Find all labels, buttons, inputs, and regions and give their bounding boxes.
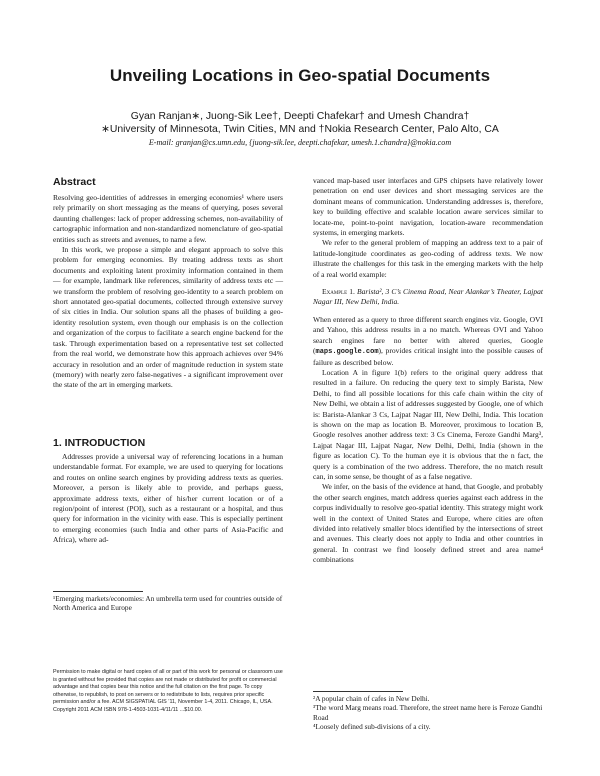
abstract-paragraph: Resolving geo-identities of addresses in emerging economies¹ where users rely primarily on short messaging as the means of querying, poses several daunting challenges: lack of proper addressing schemes, non-availability of cartographic information and non-standardized nomenclature of geo-spatial entities such as streets and avenues, to name a few.	[53, 193, 283, 244]
introduction-body	[53, 452, 283, 546]
body-paragraph: We infer, on the basis of the evidence at hand, that Google, and probably the other search engines, match address queries against each address in the corpus individually to resolve geo-spatial identity. This strategy might work well in the context of United States and Europe, where cities are often divided into relatively smaller blocs identified by the intersections of street and avenues. This clearly does not apply to India and other countries in general. In contrast we find loosely defined street and area name⁴ combinations	[313, 482, 543, 565]
google-maps-link: maps.google.com	[315, 348, 379, 357]
author-names: Gyan Ranjan∗, Juong-Sik Lee†, Deepti Chafekar† and Umesh Chandra†	[130, 111, 470, 122]
body-paragraph: We refer to the general problem of mapping an address text to a pair of latitude-longitude coordinates as geo-coding of address texts. We now illustrate the challenges for this task in the emerging markets with the help of a real world example:	[313, 238, 543, 279]
author-block	[0, 110, 600, 136]
footnote-item: ³The word Marg means road. Therefore, the street name here is Feroze Gandhi Road	[313, 703, 543, 722]
introduction-paragraph: Addresses provide a universal way of referencing locations in a human understandable format. For example, we are used to querying for locations and routes on online search engines by providing address texts as queries. Moreover, a person is likely able to provide, and perhaps guess, approximate address texts, either of his/her current location or of a region/point of interest (POI), such as a restaurant or a hospital, and thus query for information in the vicinity with ease. This is especially pertinent to emerging economies (such India and other parts of Asia-Pacific and Africa), where ad-	[53, 452, 283, 545]
example-paragraph	[313, 287, 543, 308]
footnote-emerging-markets: ¹Emerging markets/economies: An umbrella term used for countries outside of North America and Europe	[53, 594, 283, 613]
abstract-body	[53, 193, 283, 391]
footnote-divider	[313, 691, 403, 692]
footnote-item: ⁴Loosely defined sub-divisions of a city.	[313, 722, 431, 732]
body-paragraph: vanced map-based user interfaces and GPS chipsets have relatively lower penetration on end user devices and short messaging services are the dominant means of communication. Understanding addresses is, therefore, key to building effective and scalable location aware services similar to locate-me, point-to-point navigation, location-aware recommendation systems, in emerging markets.	[313, 176, 543, 238]
introduction-heading: 1. INTRODUCTION	[53, 437, 146, 449]
example-text: Barista², 3 C’s Cinema Road, Near Alankar’s Theater, Lajpat Nagar III, New Delhi, India.	[313, 287, 544, 307]
body-text: When entered as a query to three different search engines viz. Google, OVI and Yahoo, this address results in a no match. Whereas OVI and Yahoo search engines fare no better with altered queries, Google (	[313, 314, 543, 356]
body-paragraph: Location A in figure 1(b) refers to the original query address that resulted in a failure. On reducing the query text to simply Barista, New Delhi, to find all possible locations for this cafe chain within the city of New Delhi, we obtain a list of addresses suggested by Google, one of which is: Barista-Alankar 3 Cs, Lajpat Nagar III, New Delhi, India. This location is shown on the map as location B. Moreover, proximous to location B, Google resolves another address text: 3 Cs Cinema, Feroze Gandhi Marg³, Lajpat Nagar III, Lajpat Nagar, New Delhi, Delhi, India (shown in the figure as location C). To the human eye it is obvious that the n fact, the query is a combination of the two address. Therefore, the no match result can, in some sense, be thought of as a false negative.	[313, 367, 543, 481]
example-label: Example 1.	[322, 287, 355, 297]
paper-title: Unveiling Locations in Geo-spatial Documents	[109, 66, 491, 85]
footnote-item: ²A popular chain of cafes in New Delhi.	[313, 694, 430, 703]
body-paragraph	[313, 315, 543, 368]
right-column-body	[313, 176, 543, 566]
author-emails: E-mail: granjan@cs.umn.edu, {juong-sik.lee, deepti.chafekar, umesh.1.chandra}@nokia.com	[148, 138, 452, 147]
author-affiliations: ∗University of Minnesota, Twin Cities, MN and †Nokia Research Center, Palo Alto, CA	[101, 124, 499, 135]
footnotes-right	[313, 694, 543, 732]
footnote-divider	[53, 591, 143, 592]
body-text: ), provides critical insight into the possible causes of failure as described below.	[313, 346, 543, 367]
abstract-heading: Abstract	[53, 176, 96, 188]
permission-notice: Permission to make digital or hard copies of all or part of this work for personal or classroom use is granted without fee provided that copies are not made or distributed for profit or commercial advantage and that copies bear this notice and the full citation on the first page. To copy otherwise, to republish, to post on servers or to redistribute to lists, requires prior specific permission and/or a fee. ACM SIGSPATIAL GIS ’11, November 1-4, 2011. Chicago, IL, USA. Copyright 2011 ACM ISBN 978-1-4503-1031-4/11/11 ...$10.00.	[53, 669, 283, 713]
abstract-paragraph: In this work, we propose a simple and elegant approach to solve this problem for emerging economies. By treating address texts as short documents and exploiting latent proximity information contained in them — for example, landmark like references, similarity of address texts etc — we transform the problem of resolving geo-identity to a search problem on short annotated geo-spatial documents, collected through extensive survey of six cities in India. Our solution spans all the phases of building a geo-identity resolution system, even though our emphasis is on the collection and organization of the corpus to facilitate a search engine backend for the task. Through experimentation based on a representative test set collected from the real world, we demonstrate how this approach achieves over 94% accuracy in resolution and an order of magnitude reduction in system state (memory) with nearly zero false-negatives - a significant improvement over the state of the art in emerging markets.	[53, 245, 283, 390]
